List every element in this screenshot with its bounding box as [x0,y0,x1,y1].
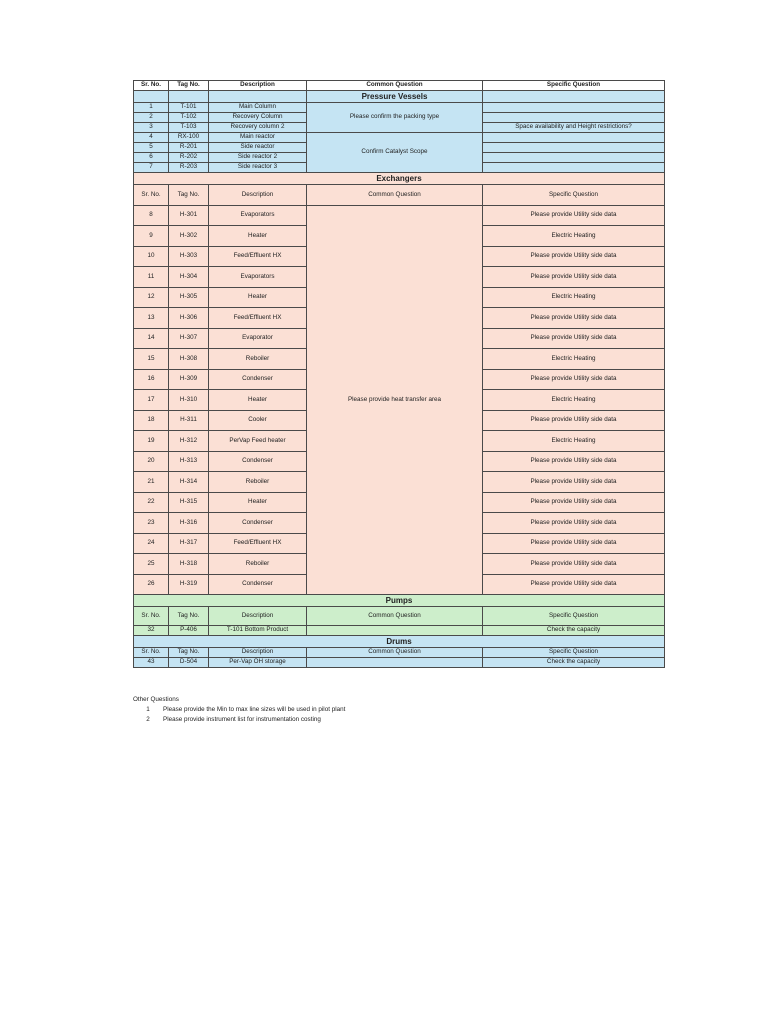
specific-question-cell: Please provide Utility side data [483,451,665,472]
tag-no-cell: RX-100 [169,133,209,143]
specific-question-cell: Please provide Utility side data [483,574,665,595]
sr-no-cell: 2 [134,113,169,123]
sr-no-cell: 19 [134,431,169,452]
specific-question-cell: Electric Heating [483,349,665,370]
tag-no-cell: H-315 [169,492,209,513]
column-header-tag-no: Tag No. [169,648,209,658]
section-title-pressure-vessels: Pressure Vessels [307,91,483,103]
sr-no-cell: 14 [134,328,169,349]
section-row-pressure-vessels [134,91,665,103]
sr-no-cell: 20 [134,451,169,472]
section-spacer [169,91,209,103]
specific-question-cell: Please provide Utility side data [483,513,665,534]
description-cell: Heater [209,390,307,411]
sr-no-cell: 22 [134,492,169,513]
sr-no-cell: 21 [134,472,169,493]
common-question-cell: Please confirm the packing type [307,103,483,133]
tag-no-cell: H-316 [169,513,209,534]
sr-no-cell: 43 [134,658,169,668]
description-cell: Heater [209,226,307,247]
specific-question-cell [483,143,665,153]
description-cell: Recovery column 2 [209,123,307,133]
pumps-header-row [134,607,665,626]
sr-no-cell: 13 [134,308,169,329]
sr-no-cell: 32 [134,626,169,636]
sr-no-cell: 12 [134,287,169,308]
column-header-sr-no: Sr. No. [134,81,169,91]
specific-question-cell: Please provide Utility side data [483,246,665,267]
other-questions-title: Other Questions [133,696,179,703]
column-header-common-question: Common Question [307,648,483,658]
sr-no-cell: 1 [134,103,169,113]
section-title-pumps: Pumps [134,595,665,607]
description-cell: Cooler [209,410,307,431]
description-cell: Feed/Effluent HX [209,533,307,554]
sr-no-cell: 24 [134,533,169,554]
column-header-description: Description [209,81,307,91]
specific-question-cell: Electric Heating [483,287,665,308]
column-header-specific-question: Specific Question [483,648,665,658]
description-cell: Condenser [209,574,307,595]
tag-no-cell: H-317 [169,533,209,554]
tag-no-cell: H-319 [169,574,209,595]
tag-no-cell: H-308 [169,349,209,370]
column-header-sr-no: Sr. No. [134,185,169,206]
description-cell: Reboiler [209,472,307,493]
description-cell: T-101 Bottom Product [209,626,307,636]
description-cell: Heater [209,287,307,308]
specific-question-cell: Please provide Utility side data [483,410,665,431]
sr-no-cell: 18 [134,410,169,431]
table-header-row [134,81,665,91]
specific-question-cell: Please provide Utility side data [483,369,665,390]
tag-no-cell: T-103 [169,123,209,133]
table-row [134,103,665,113]
description-cell: Condenser [209,369,307,390]
tag-no-cell: H-303 [169,246,209,267]
common-question-cell [307,658,483,668]
specific-question-cell: Electric Heating [483,431,665,452]
specific-question-cell: Please provide Utility side data [483,554,665,575]
list-item [133,705,533,715]
specific-question-cell: Please provide Utility side data [483,472,665,493]
description-cell: Heater [209,492,307,513]
specific-question-cell: Electric Heating [483,390,665,411]
description-cell: Reboiler [209,554,307,575]
section-spacer [209,91,307,103]
common-question-cell: Confirm Catalyst Scope [307,133,483,173]
common-question-cell: Please provide heat transfer area [307,205,483,595]
specific-question-cell: Please provide Utility side data [483,308,665,329]
tag-no-cell: P-406 [169,626,209,636]
question-number: 2 [146,716,150,723]
specific-question-cell [483,133,665,143]
description-cell: Side reactor [209,143,307,153]
tag-no-cell: H-302 [169,226,209,247]
column-header-common-question: Common Question [307,607,483,626]
description-cell: Main Column [209,103,307,113]
specific-question-cell: Check the capacity [483,658,665,668]
question-text: Please provide instrument list for instrumentation costing [163,716,321,723]
description-cell: Feed/Effluent HX [209,246,307,267]
column-header-sr-no: Sr. No. [134,648,169,658]
drums-header-row [134,648,665,658]
column-header-description: Description [209,648,307,658]
sr-no-cell: 25 [134,554,169,575]
description-cell: Condenser [209,451,307,472]
sr-no-cell: 15 [134,349,169,370]
tag-no-cell: H-301 [169,205,209,226]
section-spacer [483,91,665,103]
question-text: Please provide the Min to max line sizes will be used in pilot plant [163,706,346,713]
column-header-specific-question: Specific Question [483,81,665,91]
sr-no-cell: 7 [134,163,169,173]
description-cell: Side reactor 2 [209,153,307,163]
column-header-specific-question: Specific Question [483,607,665,626]
description-cell: Evaporators [209,267,307,288]
tag-no-cell: H-304 [169,267,209,288]
column-header-description: Description [209,607,307,626]
specific-question-cell [483,163,665,173]
specific-question-cell: Please provide Utility side data [483,533,665,554]
description-cell: Main reactor [209,133,307,143]
specific-question-cell [483,153,665,163]
section-row-pumps [134,595,665,607]
tag-no-cell: H-309 [169,369,209,390]
column-header-common-question: Common Question [307,185,483,206]
tag-no-cell: H-314 [169,472,209,493]
specific-question-cell: Check the capacity [483,626,665,636]
section-row-drums [134,636,665,648]
description-cell: Feed/Effluent HX [209,308,307,329]
equipment-question-sheet [133,80,664,668]
tag-no-cell: R-203 [169,163,209,173]
tag-no-cell: D-504 [169,658,209,668]
table-row [134,658,665,668]
section-title-drums: Drums [134,636,665,648]
sr-no-cell: 16 [134,369,169,390]
specific-question-cell [483,103,665,113]
description-cell: PerVap Feed heater [209,431,307,452]
sr-no-cell: 11 [134,267,169,288]
specific-question-cell: Please provide Utility side data [483,267,665,288]
sr-no-cell: 26 [134,574,169,595]
specific-question-cell: Please provide Utility side data [483,205,665,226]
table-row [134,626,665,636]
sr-no-cell: 23 [134,513,169,534]
tag-no-cell: H-306 [169,308,209,329]
sr-no-cell: 8 [134,205,169,226]
tag-no-cell: R-202 [169,153,209,163]
column-header-tag-no: Tag No. [169,607,209,626]
description-cell: Condenser [209,513,307,534]
description-cell: Side reactor 3 [209,163,307,173]
question-number: 1 [146,706,150,713]
list-item [133,715,533,725]
table-row [134,133,665,143]
description-cell: Evaporator [209,328,307,349]
tag-no-cell: H-318 [169,554,209,575]
common-question-cell [307,626,483,636]
column-header-sr-no: Sr. No. [134,607,169,626]
description-cell: Per-Vap OH storage [209,658,307,668]
column-header-description: Description [209,185,307,206]
section-spacer [134,91,169,103]
sr-no-cell: 10 [134,246,169,267]
column-header-common-question: Common Question [307,81,483,91]
sr-no-cell: 9 [134,226,169,247]
sr-no-cell: 3 [134,123,169,133]
tag-no-cell: H-305 [169,287,209,308]
tag-no-cell: H-312 [169,431,209,452]
specific-question-cell: Please provide Utility side data [483,328,665,349]
tag-no-cell: H-307 [169,328,209,349]
tag-no-cell: R-201 [169,143,209,153]
description-cell: Evaporators [209,205,307,226]
description-cell: Reboiler [209,349,307,370]
sr-no-cell: 17 [134,390,169,411]
column-header-tag-no: Tag No. [169,81,209,91]
tag-no-cell: H-310 [169,390,209,411]
equipment-table [133,80,665,668]
section-title-exchangers: Exchangers [134,173,665,185]
tag-no-cell: H-313 [169,451,209,472]
sr-no-cell: 6 [134,153,169,163]
description-cell: Recovery Column [209,113,307,123]
exchangers-header-row [134,185,665,206]
tag-no-cell: T-101 [169,103,209,113]
specific-question-cell: Space availability and Height restrictions? [483,123,665,133]
table-row [134,205,665,226]
specific-question-cell: Please provide Utility side data [483,492,665,513]
sr-no-cell: 5 [134,143,169,153]
sr-no-cell: 4 [134,133,169,143]
column-header-specific-question: Specific Question [483,185,665,206]
tag-no-cell: T-102 [169,113,209,123]
specific-question-cell: Electric Heating [483,226,665,247]
section-row-exchangers [134,173,665,185]
other-questions [133,695,533,725]
tag-no-cell: H-311 [169,410,209,431]
column-header-tag-no: Tag No. [169,185,209,206]
specific-question-cell [483,113,665,123]
